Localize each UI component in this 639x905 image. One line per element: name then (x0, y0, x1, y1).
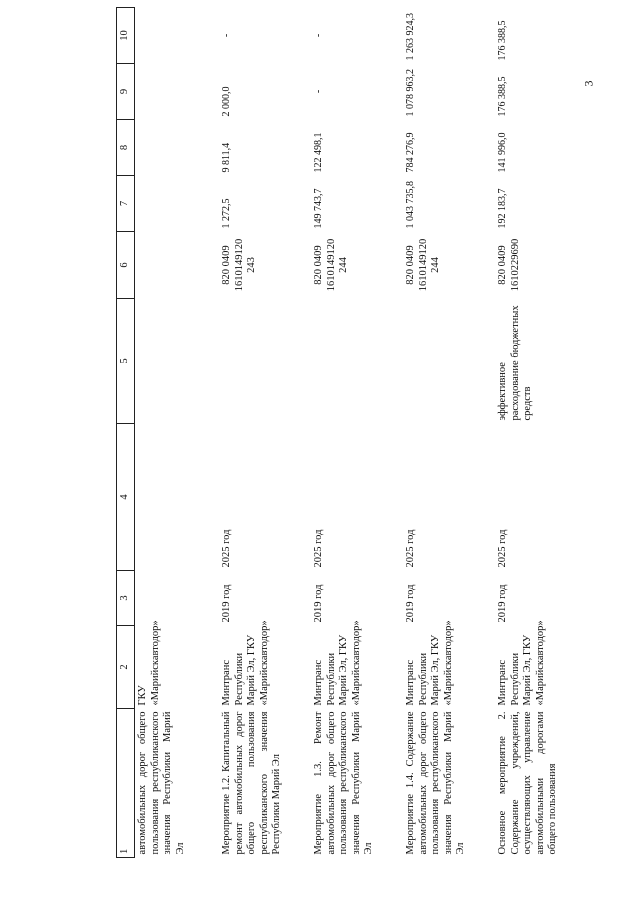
start-year: 2019 год (313, 584, 324, 623)
start-year: 2019 год (405, 584, 416, 623)
value-col-7: 1 043 735,8 (405, 181, 416, 229)
value-col-8: 784 276,9 (405, 132, 416, 173)
executor: Минтранс Республики Марий Эл, ГКУ «Марийскавтодор» (313, 620, 362, 706)
budget-code: 820 0409 1610149120 244 (405, 238, 441, 292)
value-col-9: 176 388,5 (497, 76, 508, 117)
value-col-10 (135, 8, 220, 64)
expected-result: эффективное расходование бюджетных средств (497, 305, 533, 421)
column-header-2: 2 (117, 626, 135, 709)
measure-name: Мероприятие 1.2. Капитальный ремонт автомобильных дорог общего пользования республиканского значения Республики Марий Эл (221, 711, 282, 855)
measure-name: Мероприятие 1.3. Ремонт автомобильных дорог общего пользования республиканского значения Республики Марий Эл (313, 711, 374, 855)
table-row (135, 8, 220, 858)
budget-code: 820 0409 1610149120 243 (221, 238, 257, 292)
value-col-9: 1 078 963,2 (405, 69, 416, 117)
value-col-8: 141 996,0 (497, 132, 508, 173)
table-header-row (117, 8, 135, 858)
end-year: 2025 год (221, 529, 232, 568)
end-year: 2025 год (405, 529, 416, 568)
expected-result (135, 299, 220, 424)
rotated-page-content (116, 13, 616, 858)
budget-code: 820 0409 1610229690 (497, 238, 521, 292)
value-col-9: - (313, 89, 324, 94)
budget-code (135, 232, 220, 299)
page-number: 3 (581, 80, 596, 87)
value-col-7 (135, 176, 220, 232)
column-header-4: 4 (117, 424, 135, 571)
budget-code: 820 0409 1610149120 244 (313, 238, 349, 292)
value-col-8: 122 498,1 (313, 132, 324, 173)
start-year: 2019 год (497, 584, 508, 623)
column-header-8: 8 (117, 120, 135, 176)
value-col-8: 9 811,4 (221, 142, 232, 173)
column-header-10: 10 (117, 8, 135, 64)
end-year (135, 424, 220, 571)
column-header-9: 9 (117, 64, 135, 120)
executor: Минтранс Республики Марий Эл, ГКУ «Марийскавтодор» (221, 620, 270, 706)
end-year: 2025 год (497, 529, 508, 568)
measure-name: Мероприятие 1.4. Содержание автомобильных дорог общего пользования республиканского значения Республики Марий Эл (405, 711, 466, 855)
value-col-9: 2 000,0 (221, 86, 232, 117)
expected-result (403, 299, 495, 424)
value-col-10: - (313, 33, 324, 38)
expected-result (311, 299, 403, 424)
measure-name: Основное мероприятие 2. Содержание учреждений, осуществляющих управление автомобильными дорогами общего пользования (497, 711, 558, 855)
value-col-7: 192 183,7 (497, 188, 508, 229)
value-col-8 (135, 120, 220, 176)
value-col-10: - (221, 33, 232, 38)
end-year: 2025 год (313, 529, 324, 568)
measure-name: автомобильных дорог общего пользования республиканского значения Республики Марий Эл (137, 711, 186, 855)
value-col-10: 1 263 924,3 (405, 13, 416, 61)
table-row (495, 8, 603, 858)
executor: ГКУ «Марийскавтодор» (137, 620, 161, 706)
table-row (219, 8, 311, 858)
column-header-6: 6 (117, 232, 135, 299)
program-measures-table (116, 7, 603, 858)
value-col-9 (135, 64, 220, 120)
expected-result (219, 299, 311, 424)
executor: Минтранс Республики Марий Эл, ГКУ «Марийскавтодор» (405, 620, 454, 706)
column-header-1: 1 (117, 709, 135, 858)
column-header-5: 5 (117, 299, 135, 424)
start-year (135, 571, 220, 626)
column-header-7: 7 (117, 176, 135, 232)
value-col-7: 149 743,7 (313, 188, 324, 229)
table-row (403, 8, 495, 858)
column-header-3: 3 (117, 571, 135, 626)
start-year: 2019 год (221, 584, 232, 623)
value-col-7: 1 272,5 (221, 198, 232, 229)
table-row (311, 8, 403, 858)
executor: Минтранс Республики Марий Эл, ГКУ «Марийскавтодор» (497, 620, 546, 706)
value-col-10: 176 388,5 (497, 20, 508, 61)
